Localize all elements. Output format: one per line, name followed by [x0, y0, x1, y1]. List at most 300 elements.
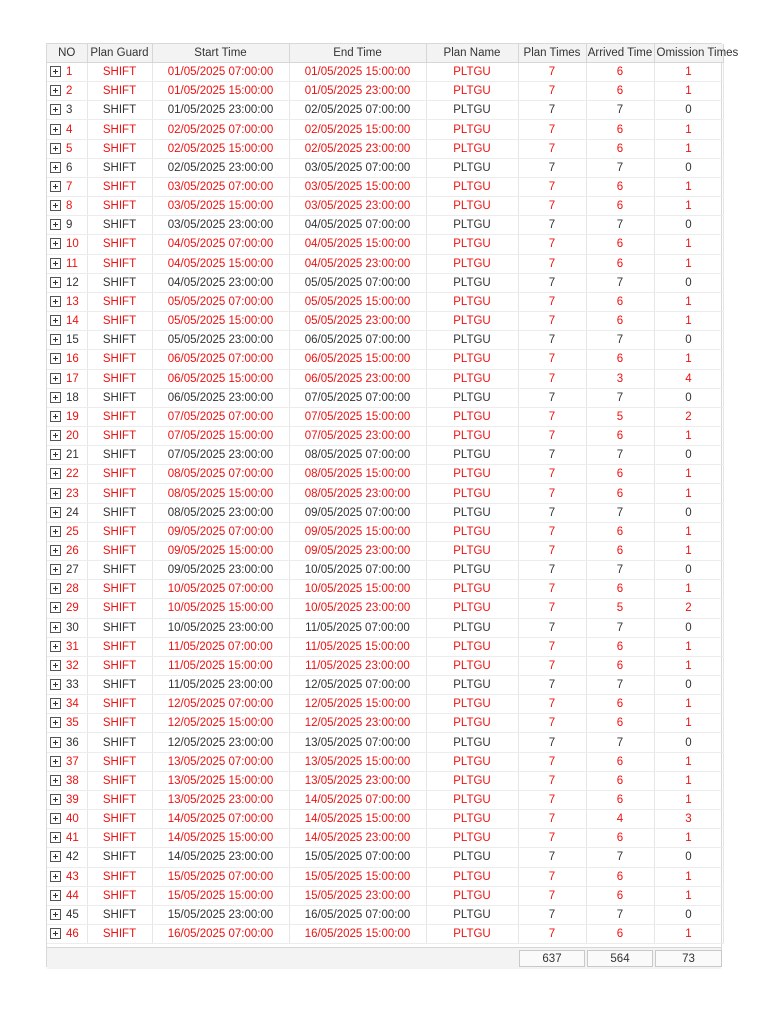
table-row[interactable]	[47, 580, 723, 599]
row-number: 46	[66, 928, 79, 941]
arrived-time-cell: 6	[586, 197, 654, 216]
arrived-time-cell: 7	[586, 388, 654, 407]
no-cell	[47, 848, 87, 867]
end-time-cell: 06/05/2025 07:00:00	[289, 331, 426, 350]
start-time-cell: 06/05/2025 23:00:00	[152, 388, 289, 407]
start-time-cell: 14/05/2025 15:00:00	[152, 829, 289, 848]
end-time-cell: 16/05/2025 15:00:00	[289, 925, 426, 944]
expand-plus-icon[interactable]	[50, 296, 61, 307]
table-row[interactable]	[47, 82, 723, 101]
expand-plus-icon[interactable]	[50, 832, 61, 843]
table-row[interactable]	[47, 139, 723, 158]
omission-times-cell: 1	[654, 886, 723, 905]
no-cell	[47, 426, 87, 445]
arrived-time-cell: 5	[586, 599, 654, 618]
no-cell	[47, 637, 87, 656]
table-row[interactable]	[47, 925, 723, 944]
arrived-time-cell: 7	[586, 676, 654, 695]
table-row[interactable]	[47, 235, 723, 254]
no-cell	[47, 867, 87, 886]
expand-plus-icon[interactable]	[50, 660, 61, 671]
plan-times-cell: 7	[518, 714, 586, 733]
plan-times-cell: 7	[518, 254, 586, 273]
plan-guard-cell: SHIFT	[87, 407, 152, 426]
end-time-cell: 10/05/2025 23:00:00	[289, 599, 426, 618]
plan-name-cell: PLTGU	[426, 695, 518, 714]
end-time-cell: 12/05/2025 23:00:00	[289, 714, 426, 733]
arrived-time-cell: 6	[586, 484, 654, 503]
row-number: 4	[66, 123, 73, 136]
col-header-start-time[interactable]: Start Time	[152, 44, 289, 63]
omission-times-cell: 1	[654, 120, 723, 139]
no-cell	[47, 905, 87, 924]
end-time-cell: 08/05/2025 07:00:00	[289, 446, 426, 465]
total-arrived-time: 564	[587, 950, 653, 967]
table-row[interactable]	[47, 676, 723, 695]
table-row[interactable]	[47, 465, 723, 484]
table-row[interactable]	[47, 848, 723, 867]
expand-plus-icon[interactable]	[50, 507, 61, 518]
plan-name-cell: PLTGU	[426, 599, 518, 618]
row-number: 11	[66, 257, 78, 270]
table-row[interactable]	[47, 216, 723, 235]
row-number: 44	[66, 889, 79, 902]
plan-name-cell: PLTGU	[426, 810, 518, 829]
plan-guard-cell: SHIFT	[87, 886, 152, 905]
plan-guard-cell: SHIFT	[87, 139, 152, 158]
end-time-cell: 09/05/2025 23:00:00	[289, 541, 426, 560]
row-number: 25	[66, 525, 79, 538]
table-row[interactable]	[47, 369, 723, 388]
expand-plus-icon[interactable]	[50, 277, 61, 288]
expand-plus-icon[interactable]	[50, 143, 61, 154]
plan-name-cell: PLTGU	[426, 886, 518, 905]
row-number: 24	[66, 506, 79, 519]
start-time-cell: 10/05/2025 07:00:00	[152, 580, 289, 599]
expand-plus-icon[interactable]	[50, 200, 61, 211]
start-time-cell: 03/05/2025 23:00:00	[152, 216, 289, 235]
omission-times-cell: 1	[654, 465, 723, 484]
table-row[interactable]	[47, 158, 723, 177]
plan-times-cell: 7	[518, 810, 586, 829]
plan-times-cell: 7	[518, 637, 586, 656]
no-cell	[47, 522, 87, 541]
start-time-cell: 10/05/2025 15:00:00	[152, 599, 289, 618]
plan-times-cell: 7	[518, 273, 586, 292]
expand-plus-icon[interactable]	[50, 583, 61, 594]
start-time-cell: 02/05/2025 07:00:00	[152, 120, 289, 139]
header-row	[47, 44, 723, 63]
plan-times-cell: 7	[518, 158, 586, 177]
omission-times-cell: 1	[654, 312, 723, 331]
row-number: 15	[66, 334, 79, 347]
expand-plus-icon[interactable]	[50, 890, 61, 901]
row-number: 6	[66, 161, 73, 174]
start-time-cell: 11/05/2025 23:00:00	[152, 676, 289, 695]
plan-guard-cell: SHIFT	[87, 369, 152, 388]
end-time-cell: 09/05/2025 07:00:00	[289, 503, 426, 522]
plan-name-cell: PLTGU	[426, 216, 518, 235]
end-time-cell: 02/05/2025 23:00:00	[289, 139, 426, 158]
table-row[interactable]	[47, 312, 723, 331]
end-time-cell: 14/05/2025 07:00:00	[289, 790, 426, 809]
table-row[interactable]	[47, 829, 723, 848]
end-time-cell: 15/05/2025 15:00:00	[289, 867, 426, 886]
table-row[interactable]	[47, 350, 723, 369]
plan-times-cell: 7	[518, 369, 586, 388]
row-number: 36	[66, 736, 79, 749]
plan-guard-cell: SHIFT	[87, 829, 152, 848]
expand-plus-icon[interactable]	[50, 315, 61, 326]
expand-plus-icon[interactable]	[50, 909, 61, 920]
arrived-time-cell: 7	[586, 733, 654, 752]
plan-guard-cell: SHIFT	[87, 273, 152, 292]
plan-name-cell: PLTGU	[426, 312, 518, 331]
expand-plus-icon[interactable]	[50, 622, 61, 633]
expand-plus-icon[interactable]	[50, 162, 61, 173]
table-row[interactable]	[47, 771, 723, 790]
no-cell	[47, 158, 87, 177]
table-row[interactable]	[47, 503, 723, 522]
no-cell	[47, 541, 87, 560]
table-row[interactable]	[47, 695, 723, 714]
row-number: 16	[66, 353, 79, 366]
plan-guard-cell: SHIFT	[87, 733, 152, 752]
plan-guard-cell: SHIFT	[87, 561, 152, 580]
expand-plus-icon[interactable]	[50, 238, 61, 249]
expand-plus-icon[interactable]	[50, 641, 61, 652]
plan-name-cell: PLTGU	[426, 465, 518, 484]
omission-times-cell: 2	[654, 407, 723, 426]
expand-plus-icon[interactable]	[50, 526, 61, 537]
expand-plus-icon[interactable]	[50, 564, 61, 575]
expand-plus-icon[interactable]	[50, 871, 61, 882]
expand-plus-icon[interactable]	[50, 679, 61, 690]
expand-plus-icon[interactable]	[50, 717, 61, 728]
expand-plus-icon[interactable]	[50, 334, 61, 345]
table-row[interactable]	[47, 63, 723, 82]
plan-times-cell: 7	[518, 867, 586, 886]
plan-name-cell: PLTGU	[426, 867, 518, 886]
end-time-cell: 14/05/2025 23:00:00	[289, 829, 426, 848]
row-number: 5	[66, 142, 73, 155]
col-header-end-time[interactable]: End Time	[289, 44, 426, 63]
no-cell	[47, 465, 87, 484]
no-cell	[47, 407, 87, 426]
table-row[interactable]	[47, 886, 723, 905]
plan-guard-cell: SHIFT	[87, 63, 152, 82]
report-table	[47, 44, 739, 944]
start-time-cell: 08/05/2025 23:00:00	[152, 503, 289, 522]
table-row[interactable]	[47, 790, 723, 809]
plan-guard-cell: SHIFT	[87, 503, 152, 522]
plan-name-cell: PLTGU	[426, 829, 518, 848]
arrived-time-cell: 6	[586, 580, 654, 599]
expand-plus-icon[interactable]	[50, 66, 61, 77]
no-cell	[47, 312, 87, 331]
no-cell	[47, 273, 87, 292]
plan-name-cell: PLTGU	[426, 446, 518, 465]
expand-plus-icon[interactable]	[50, 794, 61, 805]
start-time-cell: 09/05/2025 07:00:00	[152, 522, 289, 541]
omission-times-cell: 1	[654, 177, 723, 196]
table-row[interactable]	[47, 905, 723, 924]
end-time-cell: 15/05/2025 23:00:00	[289, 886, 426, 905]
table-row[interactable]	[47, 867, 723, 886]
omission-times-cell: 0	[654, 561, 723, 580]
plan-name-cell: PLTGU	[426, 139, 518, 158]
table-row[interactable]	[47, 752, 723, 771]
table-row[interactable]	[47, 656, 723, 675]
omission-times-cell: 0	[654, 676, 723, 695]
expand-plus-icon[interactable]	[50, 488, 61, 499]
no-cell	[47, 790, 87, 809]
omission-times-cell: 0	[654, 101, 723, 120]
plan-guard-cell: SHIFT	[87, 426, 152, 445]
plan-name-cell: PLTGU	[426, 254, 518, 273]
plan-name-cell: PLTGU	[426, 235, 518, 254]
table-row[interactable]	[47, 810, 723, 829]
table-row[interactable]	[47, 714, 723, 733]
arrived-time-cell: 6	[586, 886, 654, 905]
arrived-time-cell: 7	[586, 848, 654, 867]
end-time-cell: 07/05/2025 23:00:00	[289, 426, 426, 445]
expand-plus-icon[interactable]	[50, 756, 61, 767]
omission-times-cell: 1	[654, 350, 723, 369]
no-cell	[47, 733, 87, 752]
table-row[interactable]	[47, 426, 723, 445]
plan-times-cell: 7	[518, 63, 586, 82]
omission-times-cell: 1	[654, 522, 723, 541]
row-number: 12	[66, 276, 79, 289]
table-row[interactable]	[47, 388, 723, 407]
plan-times-cell: 7	[518, 733, 586, 752]
start-time-cell: 07/05/2025 07:00:00	[152, 407, 289, 426]
plan-name-cell: PLTGU	[426, 925, 518, 944]
table-row[interactable]	[47, 407, 723, 426]
expand-plus-icon[interactable]	[50, 258, 61, 269]
arrived-time-cell: 6	[586, 350, 654, 369]
table-row[interactable]	[47, 522, 723, 541]
plan-name-cell: PLTGU	[426, 484, 518, 503]
start-time-cell: 13/05/2025 23:00:00	[152, 790, 289, 809]
start-time-cell: 01/05/2025 07:00:00	[152, 63, 289, 82]
no-cell	[47, 63, 87, 82]
omission-times-cell: 1	[654, 637, 723, 656]
plan-name-cell: PLTGU	[426, 273, 518, 292]
plan-name-cell: PLTGU	[426, 426, 518, 445]
expand-plus-icon[interactable]	[50, 737, 61, 748]
no-cell	[47, 101, 87, 120]
plan-guard-cell: SHIFT	[87, 867, 152, 886]
plan-guard-cell: SHIFT	[87, 254, 152, 273]
expand-plus-icon[interactable]	[50, 449, 61, 460]
no-cell	[47, 484, 87, 503]
plan-guard-cell: SHIFT	[87, 158, 152, 177]
expand-plus-icon[interactable]	[50, 181, 61, 192]
arrived-time-cell: 6	[586, 292, 654, 311]
plan-guard-cell: SHIFT	[87, 905, 152, 924]
table-row[interactable]	[47, 541, 723, 560]
plan-guard-cell: SHIFT	[87, 235, 152, 254]
arrived-time-cell: 6	[586, 82, 654, 101]
plan-guard-cell: SHIFT	[87, 350, 152, 369]
plan-name-cell: PLTGU	[426, 197, 518, 216]
expand-plus-icon[interactable]	[50, 392, 61, 403]
plan-guard-cell: SHIFT	[87, 637, 152, 656]
no-cell	[47, 120, 87, 139]
start-time-cell: 05/05/2025 23:00:00	[152, 331, 289, 350]
table-row[interactable]	[47, 733, 723, 752]
table-row[interactable]	[47, 120, 723, 139]
plan-name-cell: PLTGU	[426, 388, 518, 407]
expand-plus-icon[interactable]	[50, 813, 61, 824]
table-row[interactable]	[47, 561, 723, 580]
plan-guard-cell: SHIFT	[87, 101, 152, 120]
row-number: 26	[66, 544, 79, 557]
table-row[interactable]	[47, 484, 723, 503]
start-time-cell: 07/05/2025 23:00:00	[152, 446, 289, 465]
omission-times-cell: 1	[654, 139, 723, 158]
end-time-cell: 06/05/2025 15:00:00	[289, 350, 426, 369]
no-cell	[47, 235, 87, 254]
start-time-cell: 14/05/2025 23:00:00	[152, 848, 289, 867]
plan-name-cell: PLTGU	[426, 177, 518, 196]
col-header-plan-guard[interactable]: Plan Guard	[87, 44, 152, 63]
plan-name-cell: PLTGU	[426, 676, 518, 695]
table-row[interactable]	[47, 618, 723, 637]
plan-times-cell: 7	[518, 905, 586, 924]
omission-times-cell: 1	[654, 790, 723, 809]
start-time-cell: 04/05/2025 07:00:00	[152, 235, 289, 254]
plan-guard-cell: SHIFT	[87, 388, 152, 407]
table-row[interactable]	[47, 637, 723, 656]
expand-plus-icon[interactable]	[50, 219, 61, 230]
arrived-time-cell: 3	[586, 369, 654, 388]
expand-plus-icon[interactable]	[50, 468, 61, 479]
row-number: 45	[66, 908, 79, 921]
end-time-cell: 04/05/2025 07:00:00	[289, 216, 426, 235]
no-cell	[47, 714, 87, 733]
row-number: 42	[66, 851, 79, 864]
start-time-cell: 15/05/2025 23:00:00	[152, 905, 289, 924]
start-time-cell: 11/05/2025 07:00:00	[152, 637, 289, 656]
col-header-arrived-time[interactable]: Arrived Time	[586, 44, 654, 63]
table-row[interactable]	[47, 273, 723, 292]
plan-guard-cell: SHIFT	[87, 925, 152, 944]
plan-name-cell: PLTGU	[426, 503, 518, 522]
arrived-time-cell: 7	[586, 905, 654, 924]
plan-times-cell: 7	[518, 848, 586, 867]
end-time-cell: 10/05/2025 07:00:00	[289, 561, 426, 580]
start-time-cell: 14/05/2025 07:00:00	[152, 810, 289, 829]
row-number: 39	[66, 794, 79, 807]
no-cell	[47, 369, 87, 388]
expand-plus-icon[interactable]	[50, 928, 61, 939]
plan-times-cell: 7	[518, 120, 586, 139]
arrived-time-cell: 6	[586, 120, 654, 139]
row-number: 13	[66, 295, 79, 308]
omission-times-cell: 0	[654, 848, 723, 867]
arrived-time-cell: 6	[586, 139, 654, 158]
end-time-cell: 06/05/2025 23:00:00	[289, 369, 426, 388]
arrived-time-cell: 6	[586, 63, 654, 82]
col-header-omission-times[interactable]: Omission Times	[654, 44, 723, 63]
plan-guard-cell: SHIFT	[87, 292, 152, 311]
expand-plus-icon[interactable]	[50, 85, 61, 96]
col-header-no[interactable]: NO	[47, 44, 87, 63]
start-time-cell: 06/05/2025 15:00:00	[152, 369, 289, 388]
arrived-time-cell: 6	[586, 177, 654, 196]
end-time-cell: 08/05/2025 15:00:00	[289, 465, 426, 484]
expand-plus-icon[interactable]	[50, 104, 61, 115]
plan-name-cell: PLTGU	[426, 407, 518, 426]
table-row[interactable]	[47, 292, 723, 311]
plan-times-cell: 7	[518, 484, 586, 503]
plan-times-cell: 7	[518, 561, 586, 580]
start-time-cell: 10/05/2025 23:00:00	[152, 618, 289, 637]
omission-times-cell: 1	[654, 714, 723, 733]
plan-guard-cell: SHIFT	[87, 197, 152, 216]
plan-times-cell: 7	[518, 312, 586, 331]
expand-plus-icon[interactable]	[50, 602, 61, 613]
table-row[interactable]	[47, 101, 723, 120]
table-row[interactable]	[47, 331, 723, 350]
table-row[interactable]	[47, 197, 723, 216]
plan-times-cell: 7	[518, 197, 586, 216]
row-number: 30	[66, 621, 79, 634]
col-header-plan-times[interactable]: Plan Times	[518, 44, 586, 63]
plan-name-cell: PLTGU	[426, 541, 518, 560]
plan-times-cell: 7	[518, 752, 586, 771]
plan-guard-cell: SHIFT	[87, 120, 152, 139]
omission-times-cell: 3	[654, 810, 723, 829]
end-time-cell: 13/05/2025 15:00:00	[289, 752, 426, 771]
expand-plus-icon[interactable]	[50, 698, 61, 709]
expand-plus-icon[interactable]	[50, 124, 61, 135]
plan-name-cell: PLTGU	[426, 331, 518, 350]
col-header-plan-name[interactable]: Plan Name	[426, 44, 518, 63]
expand-plus-icon[interactable]	[50, 430, 61, 441]
plan-guard-cell: SHIFT	[87, 656, 152, 675]
omission-times-cell: 1	[654, 63, 723, 82]
table-row[interactable]	[47, 177, 723, 196]
plan-guard-cell: SHIFT	[87, 790, 152, 809]
no-cell	[47, 810, 87, 829]
table-row[interactable]	[47, 446, 723, 465]
start-time-cell: 08/05/2025 15:00:00	[152, 484, 289, 503]
table-row[interactable]	[47, 254, 723, 273]
plan-name-cell: PLTGU	[426, 771, 518, 790]
expand-plus-icon[interactable]	[50, 545, 61, 556]
no-cell	[47, 82, 87, 101]
plan-times-cell: 7	[518, 407, 586, 426]
plan-guard-cell: SHIFT	[87, 216, 152, 235]
expand-plus-icon[interactable]	[50, 353, 61, 364]
expand-plus-icon[interactable]	[50, 373, 61, 384]
expand-plus-icon[interactable]	[50, 775, 61, 786]
table-row[interactable]	[47, 599, 723, 618]
arrived-time-cell: 6	[586, 312, 654, 331]
no-cell	[47, 676, 87, 695]
plan-guard-cell: SHIFT	[87, 580, 152, 599]
plan-times-cell: 7	[518, 676, 586, 695]
plan-guard-cell: SHIFT	[87, 695, 152, 714]
expand-plus-icon[interactable]	[50, 411, 61, 422]
plan-times-cell: 7	[518, 101, 586, 120]
omission-times-cell: 1	[654, 867, 723, 886]
expand-plus-icon[interactable]	[50, 851, 61, 862]
